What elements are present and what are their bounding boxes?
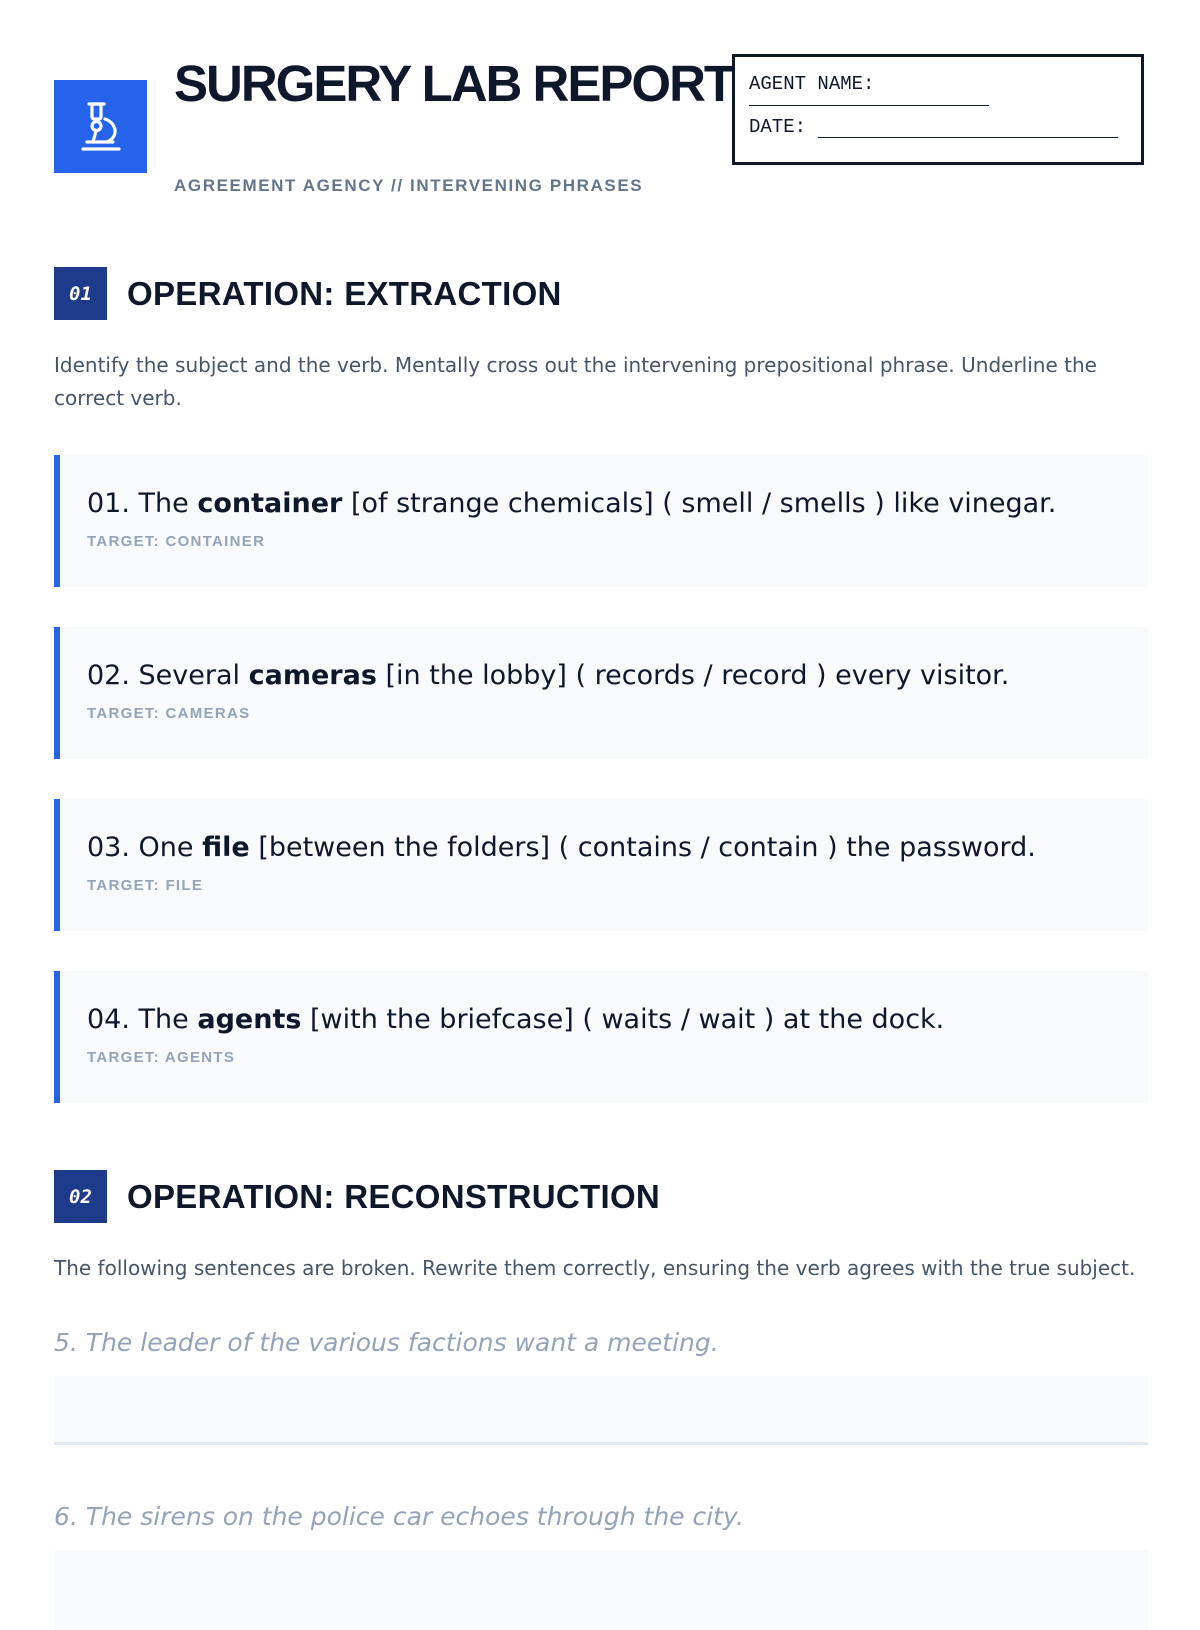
logo [54,80,147,173]
subject-word: cameras [248,660,377,691]
rewrite-answer-field[interactable] [54,1550,1148,1630]
rewrite-answer-field[interactable] [54,1376,1148,1445]
target-label: TARGET: CAMERAS [87,705,251,722]
question-sentence[interactable]: 02. Several cameras [in the lobby] ( records / record ) every visitor. [87,660,1010,691]
question-card [54,455,1148,587]
section-instructions: Identify the subject and the verb. Mentally cross out the intervening prepositional phrase. Underline the correct verb. [54,353,1097,410]
section-instructions: The following sentences are broken. Rewrite them correctly, ensuring the verb agrees with the true subject. [54,1256,1136,1280]
subject-word: agents [197,1004,302,1035]
agent-name-field[interactable] [749,103,989,106]
agent-info-box [732,54,1144,165]
subject-word: file [202,832,250,863]
question-sentence[interactable]: 04. The agents [with the briefcase] ( waits / wait ) at the dock. [87,1004,945,1035]
microscope-icon [77,101,125,153]
subject-word: container [197,488,343,519]
section-number: 02 [54,1170,107,1223]
question-sentence[interactable]: 03. One file [between the folders] ( contains / contain ) the password. [87,832,1036,863]
agent-name-label: AGENT NAME: [749,73,875,95]
date-label: DATE: [749,116,807,138]
page-subtitle: AGREEMENT AGENCY // INTERVENING PHRASES [174,176,644,195]
rewrite-prompt: 5. The leader of the various factions want a meeting. [54,1328,719,1357]
section-title: OPERATION: RECONSTRUCTION [127,1177,661,1215]
section-header-extraction [54,267,562,320]
question-card [54,799,1148,931]
section-number: 01 [54,267,107,320]
rewrite-prompt: 6. The sirens on the police car echoes through the city. [54,1502,744,1531]
target-label: TARGET: FILE [87,877,204,894]
question-card [54,971,1148,1103]
section-title: OPERATION: EXTRACTION [127,274,562,312]
section-header-reconstruction [54,1170,660,1223]
page-title: SURGERY LAB REPORT [174,55,734,112]
target-label: TARGET: AGENTS [87,1049,236,1066]
date-field[interactable] [818,119,1118,138]
question-card [54,627,1148,759]
target-label: TARGET: CONTAINER [87,533,266,550]
question-sentence[interactable]: 01. The container [of strange chemicals] ( smell / smells ) like vinegar. [87,488,1057,519]
